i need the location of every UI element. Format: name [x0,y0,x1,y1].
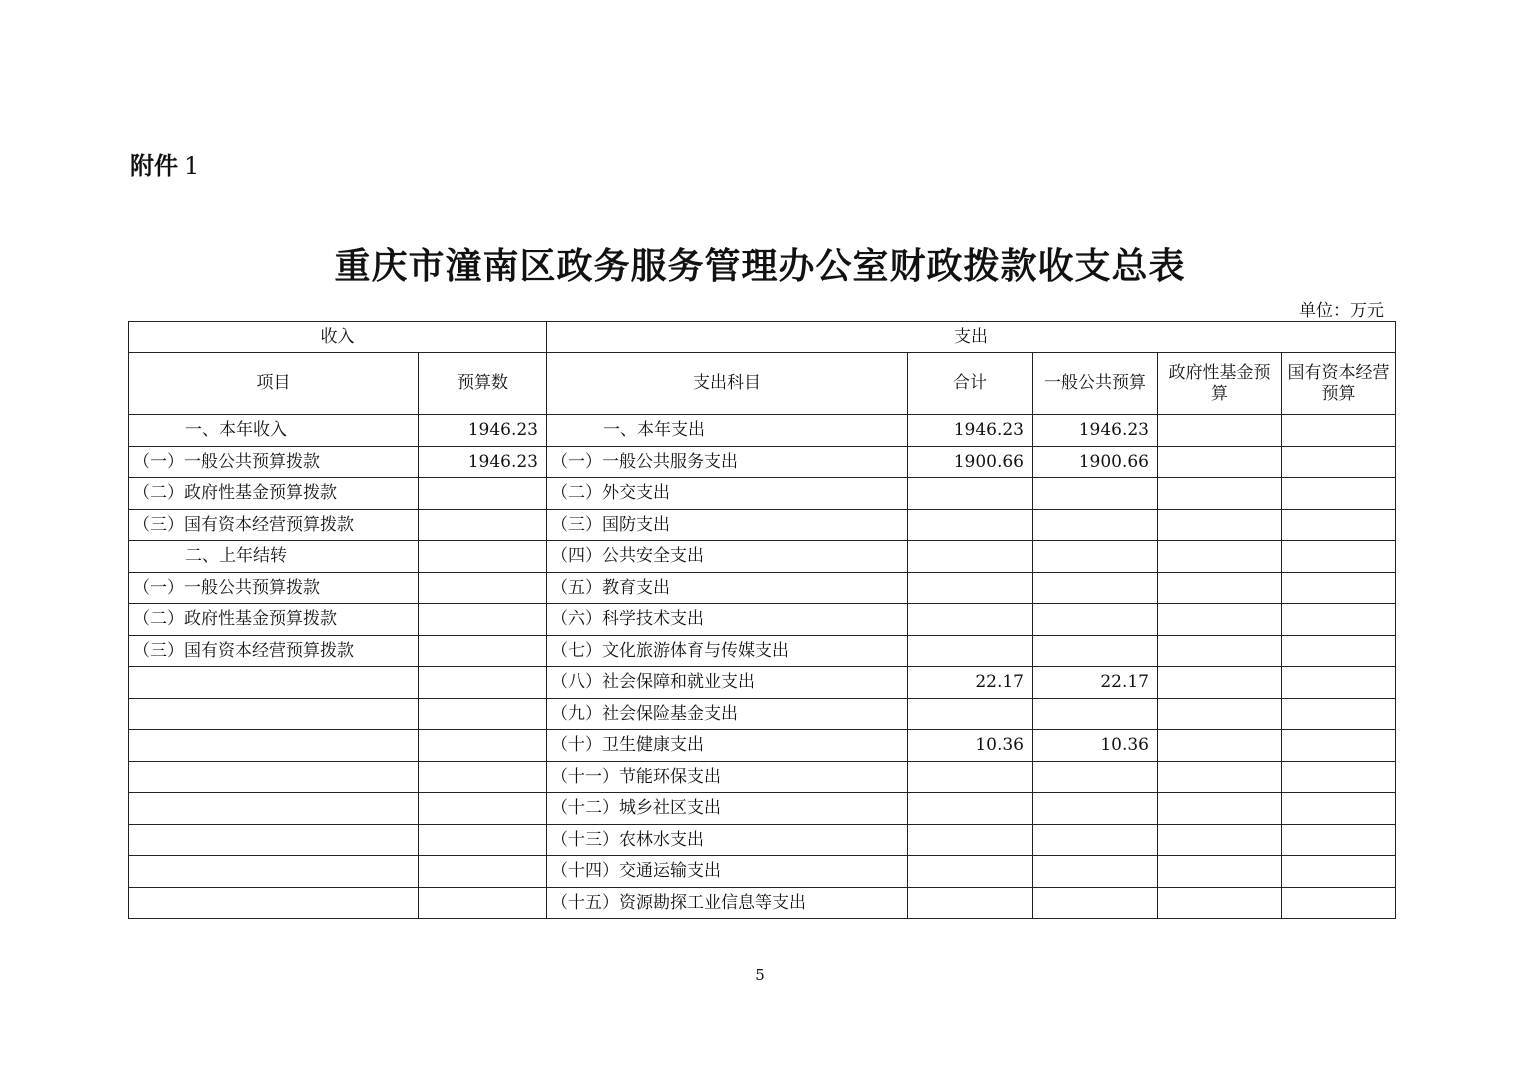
income-amount-cell [419,856,547,888]
state-capital-cell [1282,415,1396,447]
income-item-cell [129,793,419,825]
income-amount-cell [419,572,547,604]
fund-budget-cell [1158,856,1282,888]
income-amount-cell [419,887,547,919]
table-row [129,824,1396,856]
table-row [129,887,1396,919]
unit-label: 单位：万元 [1299,301,1384,321]
fund-budget-cell [1158,604,1282,636]
income-group-header: 收入 [129,322,547,353]
state-capital-cell [1282,698,1396,730]
state-capital-cell [1282,824,1396,856]
table-row [129,856,1396,888]
attachment-text: 附件 [130,152,178,180]
col-header-fund: 政府性基金预算 [1158,353,1282,415]
col-header-item: 项目 [129,353,419,415]
total-cell [908,824,1033,856]
fund-budget-cell [1158,730,1282,762]
table-row [129,478,1396,510]
state-capital-cell [1282,509,1396,541]
income-item-cell [129,730,419,762]
total-cell [908,698,1033,730]
income-item-cell: （一）一般公共预算拨款 [129,572,419,604]
state-capital-cell [1282,635,1396,667]
state-capital-cell [1282,761,1396,793]
fund-budget-cell [1158,478,1282,510]
general-budget-cell [1033,604,1158,636]
income-item-cell [129,824,419,856]
table-row [129,761,1396,793]
income-item-cell: （二）政府性基金预算拨款 [129,604,419,636]
income-amount-cell [419,667,547,699]
col-header-state: 国有资本经营预算 [1282,353,1396,415]
total-cell [908,509,1033,541]
general-budget-cell [1033,478,1158,510]
col-header-budget: 预算数 [419,353,547,415]
income-amount-cell [419,541,547,573]
income-item-cell: （一）一般公共预算拨款 [129,446,419,478]
income-amount-cell [419,761,547,793]
general-budget-cell [1033,541,1158,573]
state-capital-cell [1282,887,1396,919]
fund-budget-cell [1158,887,1282,919]
attachment-number: 1 [184,152,200,180]
income-item-cell [129,667,419,699]
total-cell: 1900.66 [908,446,1033,478]
table-row [129,604,1396,636]
income-item-cell [129,761,419,793]
state-capital-cell [1282,541,1396,573]
expense-item-cell: （五）教育支出 [547,572,908,604]
total-cell [908,604,1033,636]
fund-budget-cell [1158,761,1282,793]
table-row [129,541,1396,573]
header-row-columns [129,353,1396,415]
income-amount-cell [419,635,547,667]
general-budget-cell [1033,793,1158,825]
state-capital-cell [1282,446,1396,478]
expense-item-cell: 一、本年支出 [547,415,908,447]
state-capital-cell [1282,793,1396,825]
income-amount-cell [419,824,547,856]
expense-item-cell: （十三）农林水支出 [547,824,908,856]
general-budget-cell: 22.17 [1033,667,1158,699]
total-cell: 1946.23 [908,415,1033,447]
total-cell: 10.36 [908,730,1033,762]
general-budget-cell [1033,761,1158,793]
total-cell [908,856,1033,888]
fund-budget-cell [1158,635,1282,667]
total-cell [908,887,1033,919]
page-number: 5 [755,966,765,984]
fund-budget-cell [1158,824,1282,856]
income-amount-cell [419,509,547,541]
income-item-cell [129,887,419,919]
table-row [129,446,1396,478]
expense-item-cell: （一）一般公共服务支出 [547,446,908,478]
state-capital-cell [1282,604,1396,636]
income-item-cell [129,856,419,888]
total-cell [908,761,1033,793]
expense-item-cell: （三）国防支出 [547,509,908,541]
col-header-expense-item: 支出科目 [547,353,908,415]
state-capital-cell [1282,856,1396,888]
table-row [129,667,1396,699]
income-amount-cell [419,730,547,762]
expense-item-cell: （十五）资源勘探工业信息等支出 [547,887,908,919]
fund-budget-cell [1158,415,1282,447]
header-row-groups [129,322,1396,353]
income-item-cell: （三）国有资本经营预算拨款 [129,635,419,667]
col-header-general: 一般公共预算 [1033,353,1158,415]
expense-item-cell: （十）卫生健康支出 [547,730,908,762]
state-capital-cell [1282,730,1396,762]
total-cell [908,793,1033,825]
expense-item-cell: （二）外交支出 [547,478,908,510]
attachment-label [130,146,199,181]
general-budget-cell: 1900.66 [1033,446,1158,478]
general-budget-cell: 1946.23 [1033,415,1158,447]
budget-table [128,321,1396,919]
col-header-total: 合计 [908,353,1033,415]
expense-item-cell: （六）科学技术支出 [547,604,908,636]
income-amount-cell [419,793,547,825]
fund-budget-cell [1158,698,1282,730]
general-budget-cell [1033,572,1158,604]
general-budget-cell [1033,856,1158,888]
table-row [129,415,1396,447]
fund-budget-cell [1158,541,1282,573]
expense-item-cell: （十四）交通运输支出 [547,856,908,888]
general-budget-cell [1033,824,1158,856]
income-item-cell: （二）政府性基金预算拨款 [129,478,419,510]
total-cell: 22.17 [908,667,1033,699]
general-budget-cell [1033,887,1158,919]
table-body [129,415,1396,919]
table-row [129,698,1396,730]
general-budget-cell [1033,698,1158,730]
general-budget-cell: 10.36 [1033,730,1158,762]
fund-budget-cell [1158,446,1282,478]
income-item-cell [129,698,419,730]
table-row [129,572,1396,604]
expense-item-cell: （七）文化旅游体育与传媒支出 [547,635,908,667]
total-cell [908,572,1033,604]
expense-item-cell: （四）公共安全支出 [547,541,908,573]
general-budget-cell [1033,509,1158,541]
state-capital-cell [1282,667,1396,699]
income-item-cell: 一、本年收入 [129,415,419,447]
income-item-cell: 二、上年结转 [129,541,419,573]
income-amount-cell [419,604,547,636]
expense-item-cell: （八）社会保障和就业支出 [547,667,908,699]
total-cell [908,635,1033,667]
income-item-cell: （三）国有资本经营预算拨款 [129,509,419,541]
state-capital-cell [1282,572,1396,604]
page-title: 重庆市潼南区政务服务管理办公室财政拨款收支总表 [334,245,1186,287]
fund-budget-cell [1158,572,1282,604]
expense-item-cell: （十一）节能环保支出 [547,761,908,793]
table-row [129,730,1396,762]
expense-item-cell: （十二）城乡社区支出 [547,793,908,825]
fund-budget-cell [1158,793,1282,825]
income-amount-cell [419,698,547,730]
table-row [129,509,1396,541]
income-amount-cell [419,478,547,510]
total-cell [908,541,1033,573]
total-cell [908,478,1033,510]
expense-group-header: 支出 [547,322,1396,353]
table-row [129,635,1396,667]
fund-budget-cell [1158,509,1282,541]
fund-budget-cell [1158,667,1282,699]
income-amount-cell: 1946.23 [419,446,547,478]
income-amount-cell: 1946.23 [419,415,547,447]
expense-item-cell: （九）社会保险基金支出 [547,698,908,730]
table-row [129,793,1396,825]
general-budget-cell [1033,635,1158,667]
state-capital-cell [1282,478,1396,510]
